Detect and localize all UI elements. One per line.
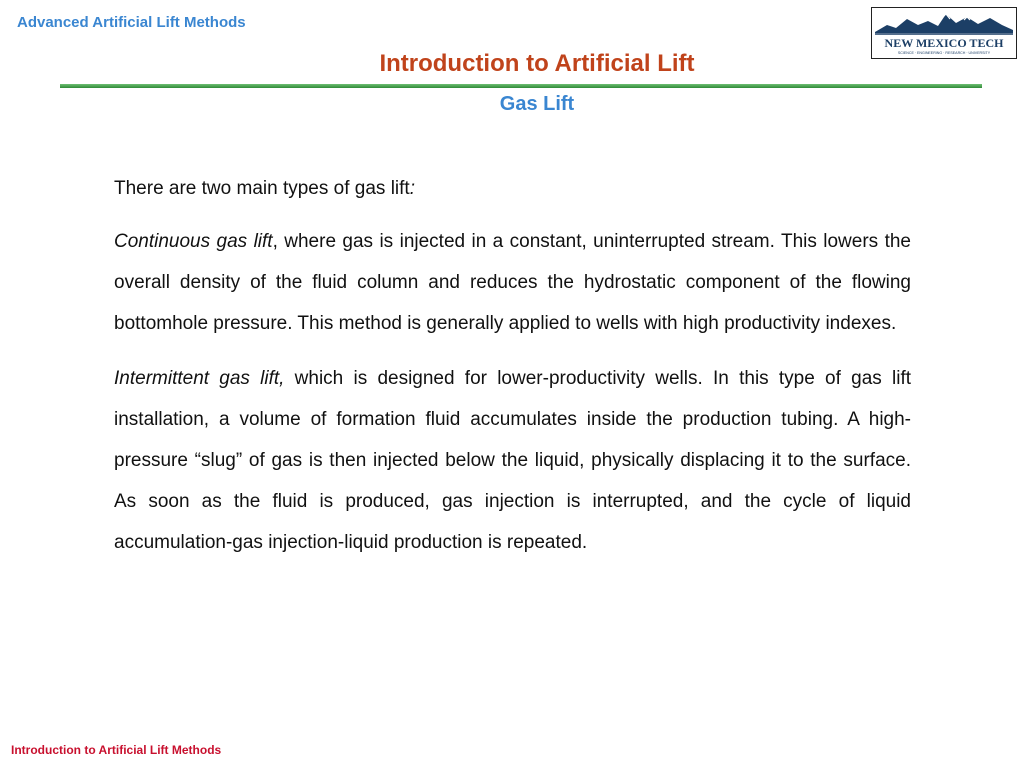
- footer-course-title: Introduction to Artificial Lift Methods: [11, 743, 222, 757]
- continuous-gas-lift-paragraph: [114, 221, 911, 344]
- intro-colon: :: [409, 178, 415, 199]
- title-divider: [60, 84, 982, 88]
- intro-text: There are two main types of gas lift: [114, 178, 410, 199]
- course-header: Advanced Artificial Lift Methods: [17, 14, 246, 31]
- logo-tagline: SCIENCE · ENGINEERING · RESEARCH · UNIVERSITY: [897, 51, 991, 55]
- intermittent-gas-lift-term: Intermittent gas lift,: [114, 368, 285, 389]
- continuous-gas-lift-term: Continuous gas lift: [114, 231, 273, 252]
- intermittent-gas-lift-text: which is designed for lower-productivity wells. In this type of gas lift installation, a volume of formation fluid accumulates inside the production tubing. A high-pressure “slug” of gas is then injected below the liquid, physically displacing it to the surface. As soon as the fluid is produced, gas injection is interrupted, and the cycle of liquid accumulation-gas injection-liquid production is repeated.: [114, 368, 912, 553]
- intro-paragraph: [114, 168, 911, 209]
- logo-wordmark: NEW MEXICO TECH: [884, 36, 1004, 50]
- slide-body: [114, 168, 911, 577]
- page-subtitle: Gas Lift: [499, 93, 575, 115]
- intermittent-gas-lift-paragraph: [114, 358, 911, 563]
- continuous-gas-lift-text: , where gas is injected in a constant, uninterrupted stream. This lowers the overall density of the fluid column and reduces the hydrostatic component of the flowing bottomhole pressure. This method is generally applied to wells with high productivity indexes.: [114, 231, 911, 334]
- page-title: Introduction to Artificial Lift: [379, 50, 695, 77]
